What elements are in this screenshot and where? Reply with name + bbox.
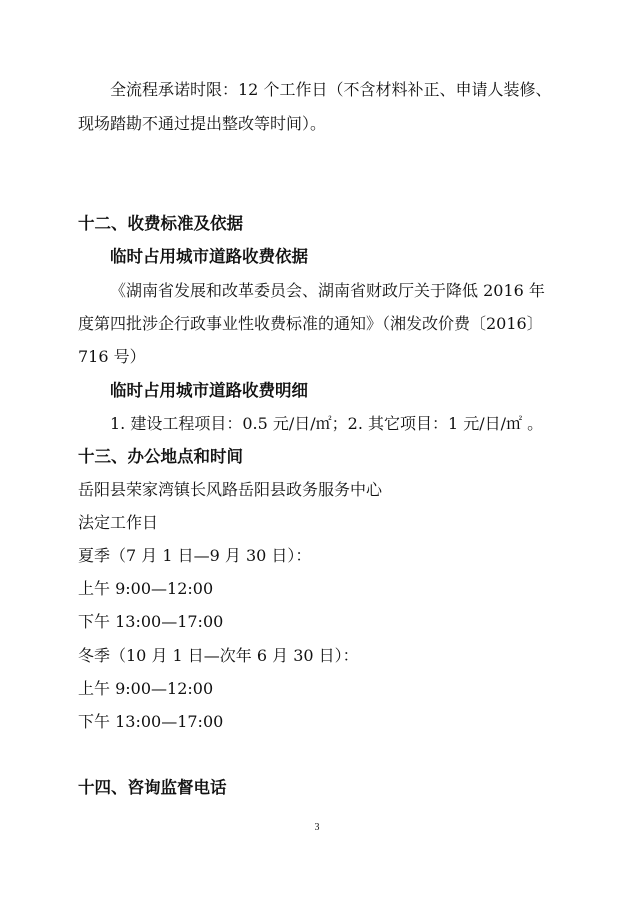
fee-basis-line-2: 度第四批涉企行政事业性收费标准的通知》（湘发改价费〔2016〕 — [78, 314, 543, 333]
fee-basis-line-3: 716 号） — [78, 347, 146, 366]
workdays-label: 法定工作日 — [78, 513, 159, 532]
summer-afternoon-hours: 下午 13:00—17:00 — [78, 612, 224, 631]
winter-morning-hours: 上午 9:00—12:00 — [78, 679, 214, 698]
office-address: 岳阳县荣家湾镇长风路岳阳县政务服务中心 — [78, 480, 383, 499]
fee-basis-line-1: 《湖南省发展和改革委员会、湖南省财政厅关于降低 2016 年 — [110, 281, 545, 300]
summer-period: 夏季（7 月 1 日—9 月 30 日）： — [78, 546, 312, 565]
fee-basis-heading: 临时占用城市道路收费依据 — [110, 247, 308, 266]
time-limit-line-2: 现场踏勘不通过提出整改等时间）。 — [78, 114, 327, 133]
winter-period: 冬季（10 月 1 日—次年 6 月 30 日）： — [78, 646, 359, 665]
summer-morning-hours: 上午 9:00—12:00 — [78, 579, 214, 598]
fee-detail-text: 1. 建设工程项目：0.5 元/日/㎡；2. 其它项目：1 元/日/㎡ 。 — [110, 414, 544, 433]
section-13-heading: 十三、办公地点和时间 — [78, 447, 243, 466]
fee-detail-heading: 临时占用城市道路收费明细 — [110, 381, 308, 400]
page-number: 3 — [314, 822, 320, 833]
winter-afternoon-hours: 下午 13:00—17:00 — [78, 712, 224, 731]
section-12-heading: 十二、收费标准及依据 — [78, 214, 243, 233]
section-14-heading: 十四、咨询监督电话 — [78, 778, 227, 797]
time-limit-line-1: 全流程承诺时限：12 个工作日（不含材料补正、申请人装修、 — [110, 80, 552, 99]
